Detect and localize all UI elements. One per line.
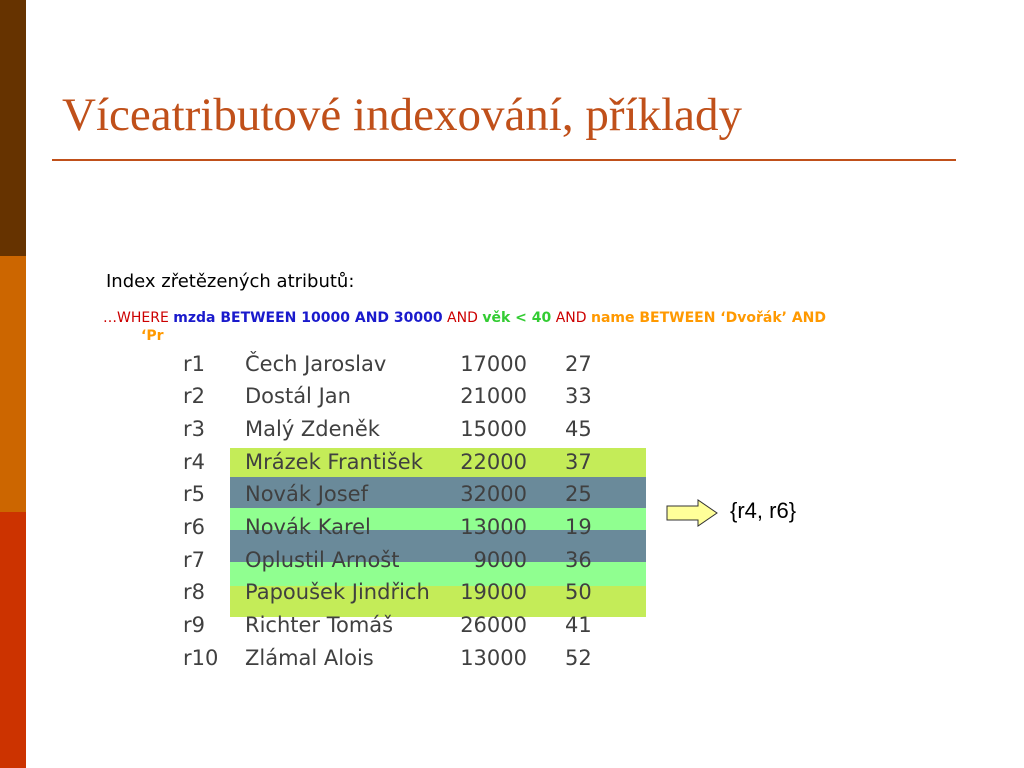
slide-subtitle: Index zřetězených atributů: (106, 271, 355, 292)
query-vek-condition: věk < 40 (482, 310, 552, 326)
row-age: 19 (565, 515, 592, 539)
row-id: r6 (183, 515, 205, 539)
row-id: r2 (183, 384, 205, 408)
row-age: 37 (565, 450, 592, 474)
row-id: r9 (183, 613, 205, 637)
row-age: 25 (565, 482, 592, 506)
row-name: Zlámal Alois (245, 646, 374, 670)
row-id: r10 (183, 646, 219, 670)
row-id: r8 (183, 580, 205, 604)
row-salary: 9000 (473, 548, 527, 572)
query-prefix: …WHERE (103, 310, 174, 326)
row-salary: 13000 (460, 646, 527, 670)
sidebar-stripe-middle (0, 256, 26, 512)
row-salary: 17000 (460, 352, 527, 376)
row-id: r1 (183, 352, 205, 376)
row-name: Novák Josef (245, 482, 368, 506)
sql-query (103, 309, 1003, 344)
row-age: 33 (565, 384, 592, 408)
row-name: Novák Karel (245, 515, 371, 539)
row-salary: 19000 (460, 580, 527, 604)
slide-title: Víceatributové indexování, příklady (62, 89, 742, 141)
query-and-2: AND (551, 310, 591, 326)
right-arrow-icon (666, 499, 718, 527)
row-name: Malý Zdeněk (245, 417, 380, 441)
row-name: Čech Jaroslav (245, 352, 387, 376)
row-name: Richter Tomáš (245, 613, 394, 637)
row-salary: 22000 (460, 450, 527, 474)
row-age: 41 (565, 613, 592, 637)
row-id: r4 (183, 450, 205, 474)
query-mzda-condition: mzda BETWEEN 10000 AND 30000 (173, 310, 443, 326)
result-set: {r4, r6} (730, 498, 797, 523)
title-underline (52, 159, 956, 161)
query-name-condition: name BETWEEN ‘Dvořák’ AND (590, 310, 827, 326)
row-age: 36 (565, 548, 592, 572)
row-age: 45 (565, 417, 592, 441)
row-name: Papoušek Jindřich (245, 580, 430, 604)
row-name: Dostál Jan (245, 384, 351, 408)
row-age: 27 (565, 352, 592, 376)
sidebar-stripe-bottom (0, 512, 26, 768)
row-name: Oplustil Arnošt (245, 548, 400, 572)
row-salary: 32000 (460, 482, 527, 506)
query-and-1: AND (442, 310, 483, 326)
sidebar-stripe-top (0, 0, 26, 256)
row-age: 50 (565, 580, 592, 604)
row-id: r5 (183, 482, 205, 506)
row-salary: 15000 (460, 417, 527, 441)
row-id: r3 (183, 417, 205, 441)
row-salary: 13000 (460, 515, 527, 539)
row-name: Mrázek František (245, 450, 423, 474)
query-name-condition-continued: ‘Pr (141, 328, 164, 344)
row-age: 52 (565, 646, 592, 670)
row-salary: 21000 (460, 384, 527, 408)
row-salary: 26000 (460, 613, 527, 637)
row-id: r7 (183, 548, 205, 572)
